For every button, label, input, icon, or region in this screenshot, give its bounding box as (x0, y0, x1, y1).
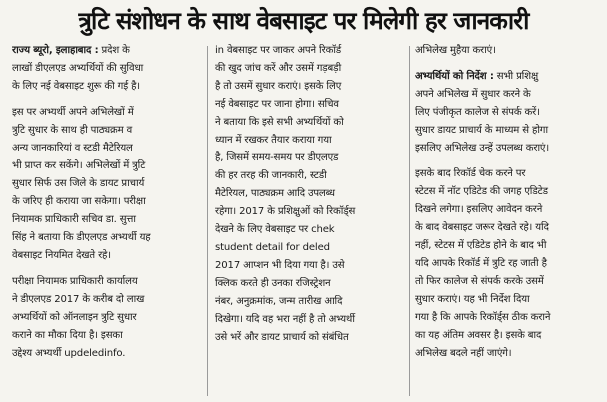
text-line: के बाद वेबसाइट जरूर देखते रहे। यदि (415, 222, 549, 234)
text-line: उद्देश्य अभ्यर्थी updeledinfo. (12, 347, 126, 359)
text-line: अन्य जानकारियां व स्टडी मैटेरियल (12, 142, 133, 154)
text-line: है तो उसमें सुधार कराएं। इसके लिए (215, 80, 342, 92)
text-line: गया है कि आपके रिकॉर्ड्स ठीक कराने (415, 311, 551, 323)
text-line: देखने के लिए वेबसाइट पर chek (215, 224, 335, 236)
column-divider (207, 46, 208, 396)
paragraph-gap (12, 96, 198, 104)
headline: त्रुटि संशोधन के साथ वेबसाइट पर मिलेगी हर जानकारी (78, 6, 529, 35)
text-line: नंबर, अनुक्रमांक, जन्म तारीख आदि (215, 295, 343, 307)
paragraph-gap (415, 60, 600, 68)
text-line: अभिलेख मुहैया कराएं। (415, 45, 496, 56)
text-line: रहेगा। 2017 के प्रशिक्षुओं को रिकॉर्ड्स (215, 206, 356, 218)
text-line: कराने का मौका दिया है। इसका (12, 329, 123, 341)
article-column-2 (215, 42, 405, 402)
paragraph-gap (415, 157, 600, 165)
text-line: के जरिए ही कराया जा सकेगा। परीक्षा (12, 196, 146, 208)
text-line: इसलिए अभिलेख उन्हें उपलब्ध कराएं। (415, 142, 550, 154)
text-line: त्रुटि सुधार के साथ ही पाठ्यक्रम व (12, 124, 133, 136)
text-line: परीक्षा नियामक प्राधिकारी कार्यालय (12, 275, 138, 287)
text-line: की हर तरह की जानकारी, स्टडी (215, 170, 327, 182)
text-line: अभ्यर्थियों को ऑनलाइन त्रुटि सुधार (12, 311, 137, 323)
text-line: इस पर अभ्यर्थी अपने अभिलेखों में (12, 106, 134, 118)
text-line: सुधार कराएं। यह भी निर्देश दिया (415, 293, 530, 305)
text-line: अभिलेख बदले नहीं जाएंगे। (415, 347, 512, 359)
text-line: भी प्राप्त कर सकेंगे। अभिलेखों में त्रुटि (12, 160, 146, 172)
text-line: सिंह ने बताया कि डीएलएड अभ्यर्थी यह (12, 232, 151, 244)
text-line: नई वेबसाइट पर जाना होगा। सचिव (215, 98, 339, 110)
text-line: इसके बाद रिकॉर्ड चेक करने पर (415, 168, 526, 180)
text-line: नियामक प्राधिकारी सचिव डा. सुत्ता (12, 214, 136, 226)
text-line: in वेबसाइट पर जाकर अपने रिकॉर्ड (215, 45, 342, 56)
text-line: अपने अभिलेख में सुधार करने के (415, 88, 531, 100)
text-line: स्टेटस में नॉट एडिटेड की जगह एडिटेड (415, 186, 548, 198)
text-line: 2017 आप्शन भी दिया गया है। उसे (215, 259, 345, 271)
text-line: ने डीएलएड 2017 के करीब दो लाख (12, 293, 145, 305)
text-line: सुधार डायट प्राचार्य के माध्यम से होगा (415, 124, 548, 136)
text-line: यदि आपके रिकॉर्ड में त्रुटि रह जाती है (415, 257, 547, 269)
text-line: लिए पंजीकृत कालेज से संपर्क करें। (415, 106, 540, 118)
text-line: वेबसाइट नियमित देखते रहे। (12, 249, 111, 261)
text-line: के लिए नई वेबसाइट शुरू की गई है। (12, 80, 140, 92)
text-line: student detail for deled (215, 241, 330, 253)
text-line: नहीं, स्टेटस में एडिटेड होने के बाद भी (415, 240, 547, 252)
text-line: उसे भरें और डायट प्राचार्य को संबंधित (215, 331, 349, 343)
text-line: तो फिर कालेज से संपर्क करके उसमें (415, 275, 544, 287)
text-line: अभ्यर्थियों को निर्देश : सभी प्रशिक्षु (415, 70, 539, 82)
text-line: क्लिक करते ही उनका रजिस्ट्रेशन (215, 277, 331, 289)
text-line: ने बताया कि इसे सभी अभ्यर्थियों को (215, 116, 344, 128)
text-line: की खुद जांच करें और उसमें गड़बड़ी (215, 62, 342, 74)
column-divider (409, 46, 410, 396)
text-line: मैटेरियल, पाठ्यक्रम आदि उपलब्ध (215, 188, 335, 200)
article-column-1 (12, 42, 198, 402)
text-line: सुधार सिर्फ उस जिले के डायट प्राचार्य (12, 178, 145, 190)
text-line: राज्य ब्यूरो, इलाहाबाद : प्रदेश के (12, 45, 130, 56)
text-line: दिखेगा। यदि वह भरा नहीं है तो अभ्यर्थी (215, 313, 355, 325)
text-line: ध्यान में रखकर तैयार कराया गया (215, 134, 332, 146)
paragraph-gap (12, 265, 198, 273)
text-line: लाखों डीएलएड अभ्यर्थियों की सुविधा (12, 62, 144, 74)
article-column-3 (415, 42, 600, 402)
text-line: है, जिसमें समय-समय पर डीएलएड (215, 152, 339, 164)
text-line: दिखने लगेगा। इसलिए आवेदन करने (415, 204, 543, 216)
text-line: का यह अंतिम अवसर है। इसके बाद (415, 329, 542, 341)
